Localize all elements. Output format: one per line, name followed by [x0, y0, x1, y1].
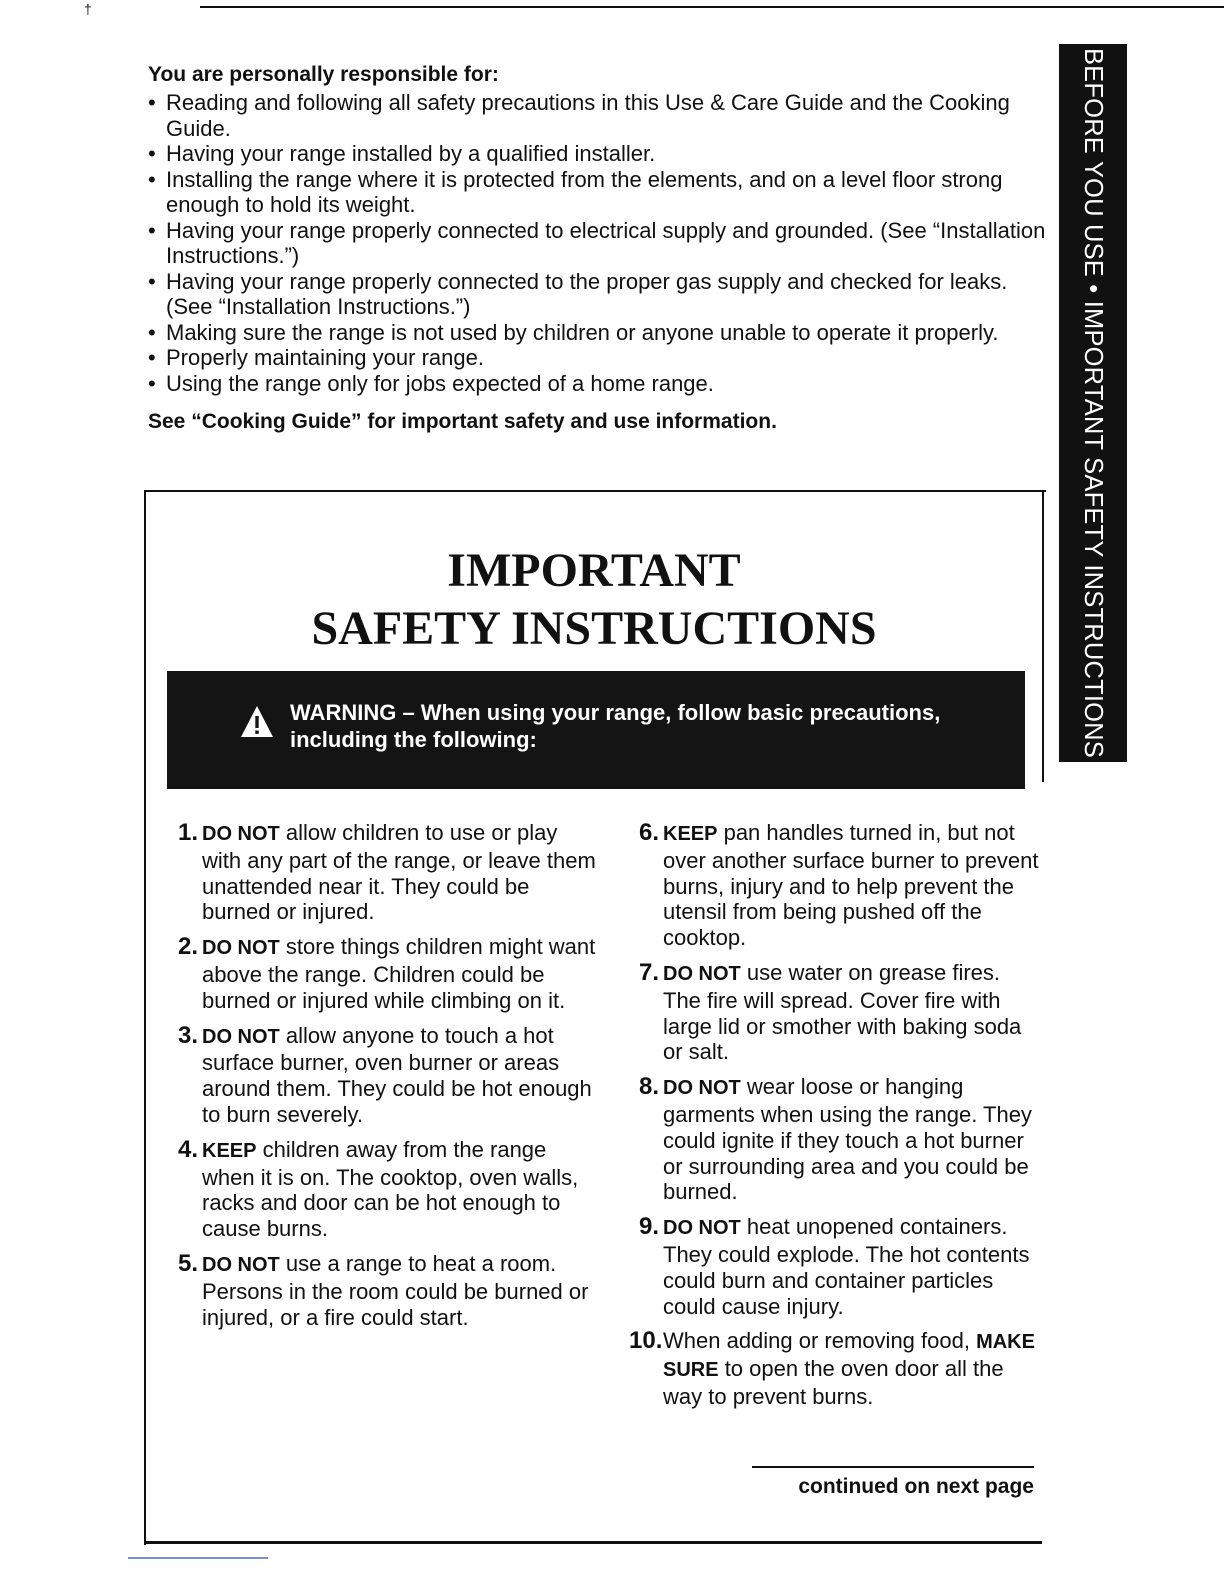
- instruction-item: [629, 1214, 1039, 1319]
- list-item: • Having your range properly connected to electrical supply and grounded. (See “Installation Instructions.”): [148, 218, 1048, 269]
- continued-note: continued on next page: [798, 1475, 1034, 1498]
- instruction-item: [629, 1328, 1039, 1409]
- instruction-item: [168, 1251, 598, 1330]
- title-line-safety-instructions: SAFETY INSTRUCTIONS: [311, 602, 877, 655]
- instruction-item: [629, 1074, 1039, 1205]
- item-text: use a range to heat a room. Persons in the room could be burned or injured, or a fire could start.: [202, 1250, 589, 1330]
- responsibilities-section: [148, 62, 1048, 435]
- list-item: • Having your range properly connected to the proper gas supply and checked for leaks. (See “Installation Instructions.”): [148, 269, 1048, 320]
- list-item: • Having your range installed by a qualified installer.: [148, 141, 1048, 167]
- corner-mark: †: [84, 1, 92, 17]
- list-item: • Using the range only for jobs expected of a home range.: [148, 371, 1048, 397]
- item-text: allow anyone to touch a hot surface burner, oven burner or areas around them. They could be hot enough to burn severely.: [202, 1022, 592, 1127]
- item-lead: KEEP: [663, 823, 718, 845]
- instruction-item: [629, 820, 1039, 951]
- item-text: children away from the range when it is on. The cooktop, oven walls, racks and door can be hot enough to cause burns.: [202, 1136, 579, 1242]
- item-text: heat unopened containers. They could explode. The hot contents could burn and container particles could cause injury.: [663, 1214, 1030, 1319]
- instruction-item: [168, 820, 598, 925]
- title-line-important: IMPORTANT: [447, 544, 741, 597]
- item-number: 3.: [177, 1021, 198, 1049]
- item-text: wear loose or hanging garments when using the range. They could ignite if they touch a hot burner or surrounding area and you could be burned.: [663, 1074, 1032, 1205]
- item-lead: DO NOT: [202, 937, 280, 960]
- item-lead: DO NOT: [663, 1077, 741, 1100]
- box-bottom-border: [144, 1541, 1042, 1544]
- instruction-item: [629, 960, 1039, 1065]
- bottom-mark: [128, 1557, 268, 1559]
- item-number: 1.: [177, 819, 198, 846]
- warning-triangle-icon: [239, 704, 275, 740]
- safety-title: [144, 542, 1044, 658]
- item-lead: DO NOT: [202, 1025, 280, 1048]
- list-item: • Reading and following all safety precautions in this Use & Care Guide and the Cooking Guide.: [148, 90, 1048, 141]
- side-tab-text: BEFORE YOU USE • IMPORTANT SAFETY INSTRUCTIONS: [1079, 47, 1107, 759]
- responsibilities-heading: You are personally responsible for:: [148, 63, 499, 86]
- item-text: allow children to use or play with any part of the range, or leave them unattended near it. They could be burned or injured.: [202, 820, 596, 925]
- item-text: to open the oven door all the way to prevent burns.: [663, 1356, 1004, 1409]
- item-lead: DO NOT: [663, 962, 741, 985]
- item-text: When adding or removing food,: [663, 1328, 977, 1354]
- top-rule: [200, 6, 1224, 8]
- item-number: 7.: [638, 958, 659, 986]
- instruction-item: [168, 1137, 598, 1242]
- item-emphasis: MAKE SURE: [663, 1331, 1035, 1382]
- item-lead: KEEP: [202, 1139, 257, 1162]
- instruction-item: [168, 1023, 598, 1128]
- list-item: • Making sure the range is not used by children or anyone unable to operate it properly.: [148, 320, 1048, 346]
- list-item: • Installing the range where it is protected from the elements, and on a level floor strong enough to hold its weight.: [148, 167, 1048, 218]
- item-text: store things children might want above the range. Children could be burned or injured while climbing on it.: [202, 934, 596, 1013]
- item-number: 9.: [638, 1213, 659, 1241]
- responsibilities-list: [148, 90, 1048, 396]
- item-number: 4.: [177, 1135, 198, 1163]
- cooking-guide-note: See “Cooking Guide” for important safety and use information.: [148, 410, 777, 433]
- continued-rule: [752, 1466, 1034, 1468]
- side-tab: [1059, 44, 1127, 762]
- item-lead: DO NOT: [202, 823, 280, 845]
- item-text: use water on grease fires. The fire will spread. Cover fire with large lid or smother with baking soda or salt.: [663, 959, 1022, 1065]
- item-lead: DO NOT: [202, 1253, 280, 1276]
- list-item: • Properly maintaining your range.: [148, 345, 1048, 371]
- item-number: 8.: [638, 1073, 659, 1101]
- instructions-right-column: [629, 820, 1039, 1410]
- item-number: 5.: [177, 1249, 198, 1277]
- instruction-item: [168, 934, 598, 1013]
- item-text: pan handles turned in, but not over another surface burner to prevent burns, injury and to help prevent the utensil from being pushed off the cooktop.: [663, 820, 1039, 951]
- warning-banner: [167, 671, 1025, 789]
- instructions-left-column: [168, 820, 598, 1330]
- item-lead: DO NOT: [663, 1217, 741, 1240]
- item-number: 6.: [638, 819, 659, 846]
- item-number: 10.: [629, 1327, 663, 1355]
- warning-text: WARNING – When using your range, follow basic precautions, including the following:: [290, 700, 941, 752]
- item-number: 2.: [177, 933, 198, 961]
